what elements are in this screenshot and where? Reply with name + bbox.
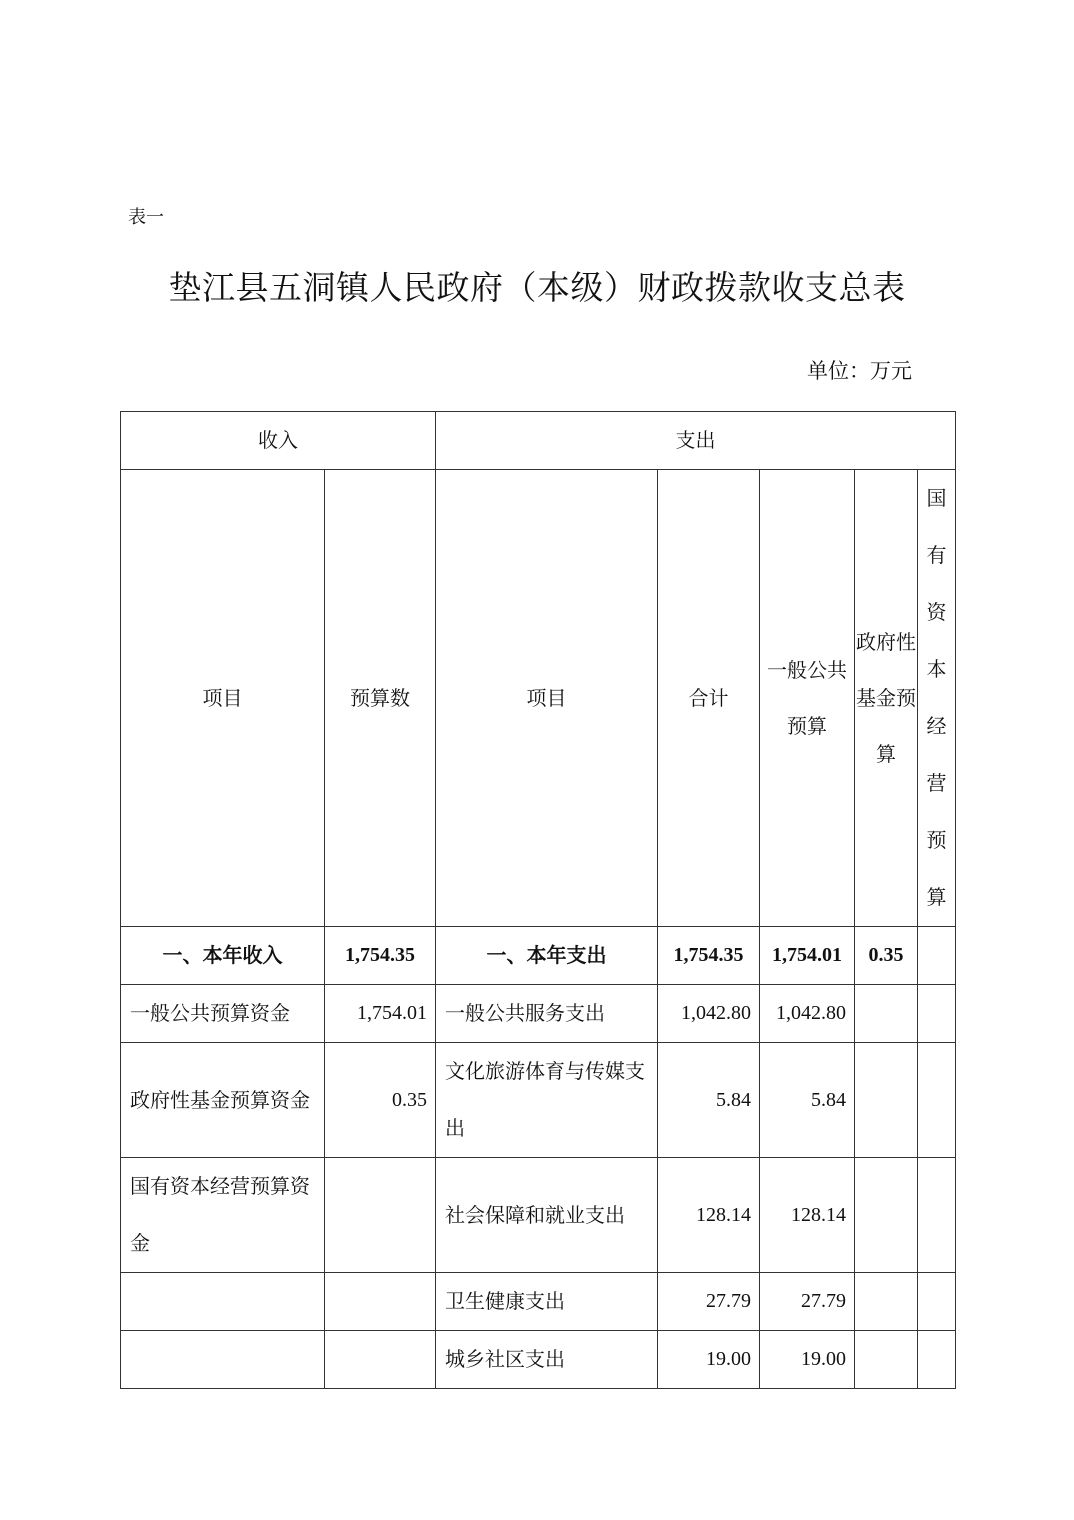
exp-state-char: 预 (926, 828, 947, 852)
exp-state-char: 有 (926, 543, 947, 567)
exp-item: 城乡社区支出 (436, 1331, 658, 1389)
exp-state-char: 本 (926, 657, 947, 681)
budget-table (120, 411, 956, 1389)
exp-fund (855, 1158, 918, 1273)
exp-total: 27.79 (658, 1273, 760, 1331)
exp-item: 社会保障和就业支出 (436, 1158, 658, 1273)
exp-item-header: 项目 (436, 470, 658, 927)
exp-fund-total: 0.35 (855, 927, 918, 985)
income-item-header: 项目 (121, 470, 325, 927)
exp-state (918, 1273, 956, 1331)
income-value: 0.35 (325, 1043, 436, 1158)
income-item: 国有资本经营预算资金 (121, 1158, 325, 1273)
unit-label: 单位：万元 (807, 359, 912, 383)
exp-state-char: 资 (926, 600, 947, 624)
exp-state-char: 国 (926, 486, 947, 510)
exp-state (918, 985, 956, 1043)
exp-fund-header: 政府性基金预算 (855, 470, 918, 927)
table-label: 表一 (128, 207, 164, 228)
exp-state (918, 1331, 956, 1389)
exp-state-char: 营 (926, 771, 947, 795)
exp-state-total (918, 927, 956, 985)
table-row (121, 985, 956, 1043)
exp-fund (855, 1043, 918, 1158)
exp-general: 27.79 (760, 1273, 855, 1331)
income-value: 1,754.01 (325, 985, 436, 1043)
table-row (121, 1043, 956, 1158)
table-row (121, 1273, 956, 1331)
exp-total: 128.14 (658, 1158, 760, 1273)
totals-row (121, 927, 956, 985)
exp-state-char: 算 (926, 885, 947, 909)
income-item: 政府性基金预算资金 (121, 1043, 325, 1158)
income-value (325, 1273, 436, 1331)
income-section-header: 收入 (121, 412, 436, 470)
exp-total-header: 合计 (658, 470, 760, 927)
income-value (325, 1158, 436, 1273)
exp-general: 1,042.80 (760, 985, 855, 1043)
exp-state-header (918, 470, 956, 927)
exp-item: 文化旅游体育与传媒支出 (436, 1043, 658, 1158)
exp-state (918, 1043, 956, 1158)
exp-total-value: 1,754.35 (658, 927, 760, 985)
exp-state (918, 1158, 956, 1273)
exp-fund (855, 1331, 918, 1389)
exp-general-total: 1,754.01 (760, 927, 855, 985)
expenditure-section-header: 支出 (436, 412, 956, 470)
income-item: 一般公共预算资金 (121, 985, 325, 1043)
exp-item: 一般公共服务支出 (436, 985, 658, 1043)
exp-total: 19.00 (658, 1331, 760, 1389)
exp-general-header: 一般公共预算 (760, 470, 855, 927)
income-value (325, 1331, 436, 1389)
exp-total: 5.84 (658, 1043, 760, 1158)
table-row (121, 1331, 956, 1389)
page-title: 垫江县五洞镇人民政府（本级）财政拨款收支总表 (168, 268, 906, 307)
income-total-label: 一、本年收入 (121, 927, 325, 985)
income-item (121, 1331, 325, 1389)
exp-general: 5.84 (760, 1043, 855, 1158)
income-total-value: 1,754.35 (325, 927, 436, 985)
exp-general: 128.14 (760, 1158, 855, 1273)
exp-general: 19.00 (760, 1331, 855, 1389)
exp-state-char: 经 (926, 714, 947, 738)
exp-total: 1,042.80 (658, 985, 760, 1043)
exp-fund (855, 1273, 918, 1331)
exp-fund (855, 985, 918, 1043)
income-item (121, 1273, 325, 1331)
table-row (121, 1158, 956, 1273)
exp-total-label: 一、本年支出 (436, 927, 658, 985)
income-budget-header: 预算数 (325, 470, 436, 927)
exp-item: 卫生健康支出 (436, 1273, 658, 1331)
